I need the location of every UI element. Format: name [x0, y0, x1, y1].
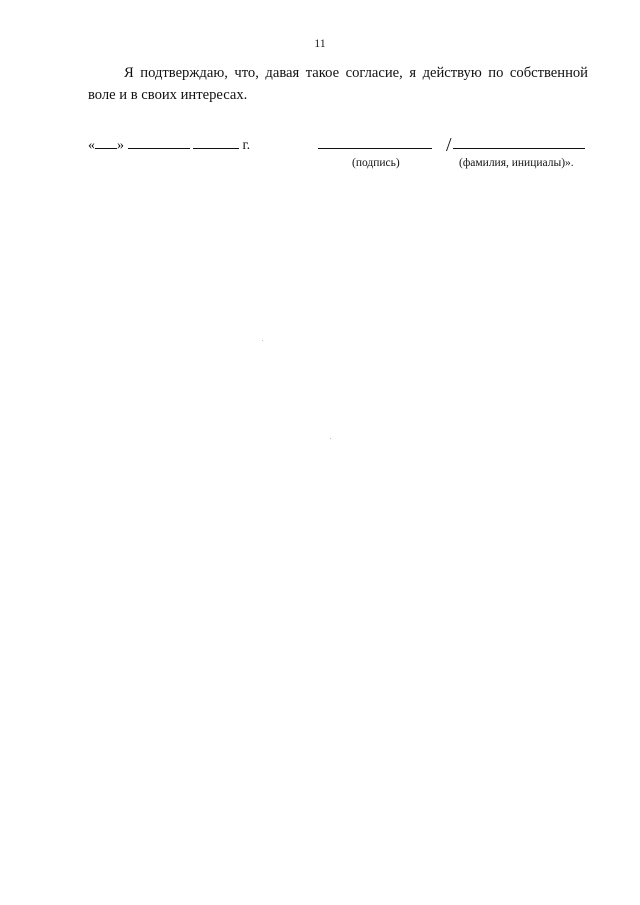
signature-line [318, 134, 432, 154]
day-blank [95, 134, 117, 149]
page-number: 11 [314, 36, 326, 50]
date-open-quote: « [88, 138, 95, 153]
signature-caption: (подпись) [352, 157, 400, 169]
scan-speck [262, 340, 263, 341]
name-caption: (фамилия, инициалы)». [459, 157, 574, 169]
signature-blank [318, 134, 432, 149]
name-slash: / [446, 134, 452, 156]
year-blank [193, 134, 239, 149]
date-close-quote: » [117, 138, 124, 153]
name-line [446, 134, 585, 154]
scan-speck [330, 438, 331, 439]
year-suffix: г. [242, 138, 251, 153]
date-line [88, 134, 250, 154]
month-blank [128, 134, 190, 149]
name-blank [453, 134, 585, 149]
consent-paragraph: Я подтверждаю, что, давая такое согласие, я действую по собственной воле и в своих интересах. [88, 65, 588, 103]
